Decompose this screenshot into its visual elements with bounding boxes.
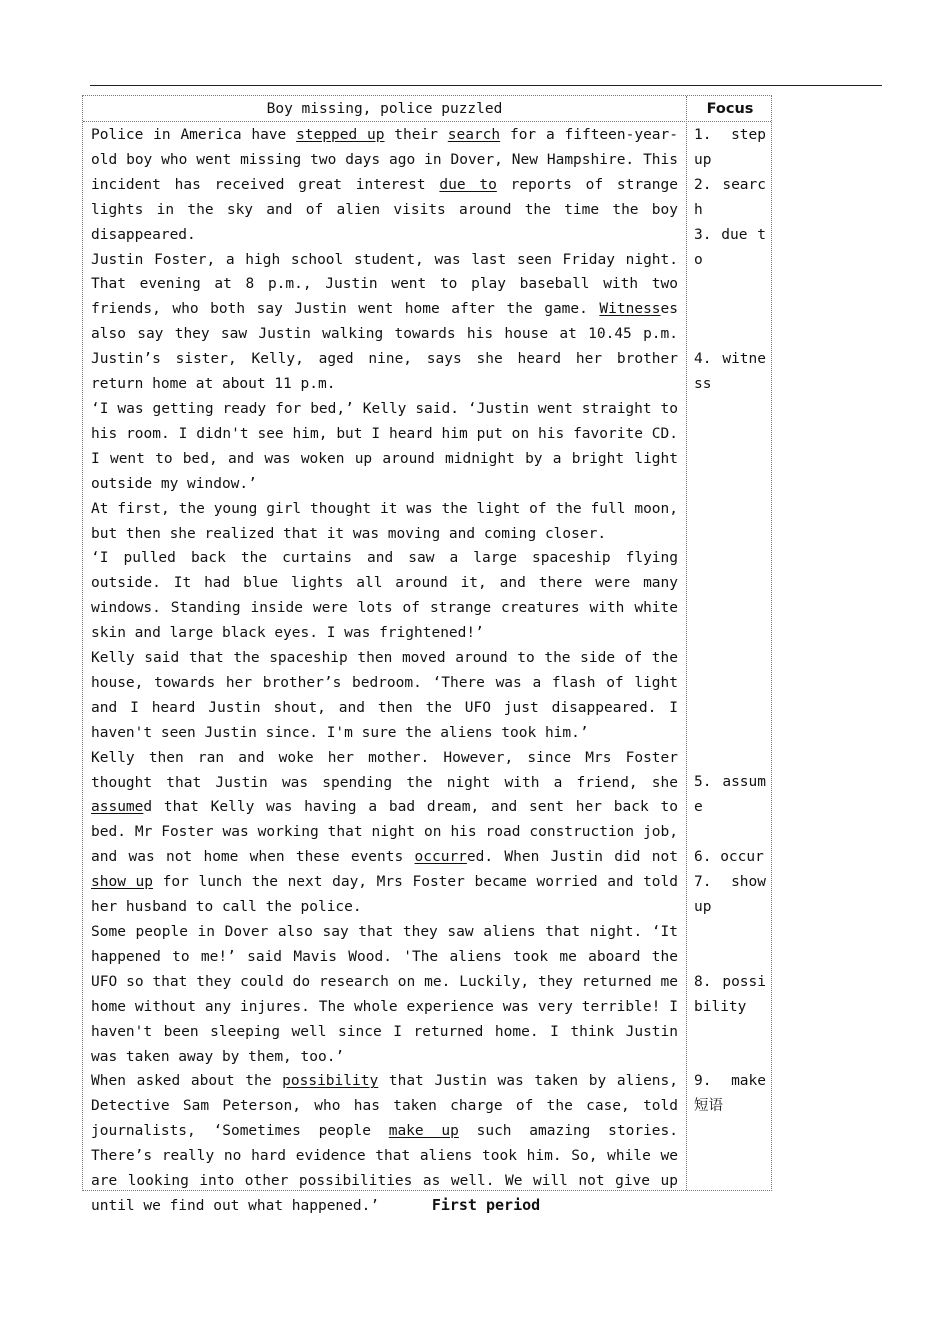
passage-paragraph xyxy=(91,646,678,746)
passage-paragraph xyxy=(91,397,678,497)
key-phrase: due to xyxy=(439,176,497,193)
text-run: es also say they saw Justin walking towards his house at 10.45 p.m. Justin’s sister, Kelly, aged nine, says she heard her brother return home at about 11 p.m. xyxy=(91,301,678,393)
passage-title: Boy missing, police puzzled xyxy=(266,101,503,117)
text-run: Kelly said that the spaceship then moved around to the side of the house, towards her brother’s bedroom. ‘There was a flash of light and I heard Justin shout, and then the UFO just disappeared. I haven't seen Justin since. I'm sure the aliens took him.’ xyxy=(91,650,678,741)
focus-item: 3. due to xyxy=(694,226,766,268)
focus-item: 4. witness xyxy=(694,351,766,392)
focus-item: 6. occur xyxy=(694,849,764,866)
text-run: Kelly then ran and woke her mother. However, since Mrs Foster thought that Justin was spending the night with a friend, she xyxy=(91,749,678,791)
text-run: At first, the young girl thought it was the light of the full moon, but then she realized that it was moving and coming closer. xyxy=(91,500,678,542)
passage-paragraph xyxy=(91,497,678,547)
text-run: ‘I was getting ready for bed,’ Kelly said. ‘Justin went straight to his room. I didn't see him, but I heard him put on his favorite CD. I went to bed, and was woken up around midnight by a bright light outside my window.’ xyxy=(91,400,678,492)
key-phrase: search xyxy=(447,127,501,143)
text-run: Justin Foster, a high school student, was last seen Friday night. That evening at 8 p.m., Justin went to play baseball with two friends, who both say Justin went home after the game. xyxy=(91,251,678,318)
text-run: such amazing stories. There’s really no hard evidence that aliens took him. So, while we are looking into other possibilities as well. We will not give up until we find out what happened.’ xyxy=(91,1123,679,1214)
text-run: Police in America have xyxy=(91,127,297,143)
key-phrase: stepped up xyxy=(296,127,385,143)
text-run: ed. When Justin did not xyxy=(466,849,678,866)
passage-paragraph xyxy=(91,248,678,397)
key-phrase: assume xyxy=(91,799,144,816)
text-run: When asked about the xyxy=(91,1073,283,1090)
passage-text xyxy=(91,123,678,1219)
key-phrase: make up xyxy=(388,1123,459,1140)
focus-item: 2. search xyxy=(694,176,766,218)
text-run: that Justin was taken by aliens, Detective Sam Peterson, who has taken charge of the case, told journalists, ‘Sometimes people xyxy=(91,1073,678,1140)
text-run: for lunch the next day, Mrs Foster became worried and told her husband to call the police. xyxy=(91,874,678,916)
passage-paragraph xyxy=(91,920,678,1069)
passage-paragraph xyxy=(91,546,678,646)
focus-item: 8. possibility xyxy=(694,973,766,1015)
focus-header: Focus xyxy=(706,101,754,117)
key-phrase: occurr xyxy=(414,849,467,866)
text-run: Some people in Dover also say that they saw aliens that night. ‘It happened to me!’ said Mavis Wood. 'The aliens took me aboard the UFO so that they could do research on me. Luckily, they returned me home without any injures. The whole experience was very terrible! I haven't been sleeping well since I returned home. I think Justin was taken away by them, too.’ xyxy=(91,924,678,1065)
text-run: d that Kelly was having a bad dream, and sent her back to bed. Mr Foster was working that night on his road construction job, and was not home when these events xyxy=(91,799,678,866)
key-phrase: possibility xyxy=(282,1073,379,1090)
period-label: First period xyxy=(431,1196,541,1214)
header-rule xyxy=(90,85,882,86)
focus-item: 7. show up xyxy=(694,874,766,915)
text-run: ‘I pulled back the curtains and saw a large spaceship flying outside. It had blue lights all around it, and there were many windows. Standing inside were lots of strange creatures with white skin and large black eyes. I was frightened!’ xyxy=(91,550,678,642)
text-run: reports of strange lights in the sky and of alien visits around the time the boy disappeared. xyxy=(91,176,678,243)
focus-item: 1. step up xyxy=(694,127,766,168)
key-phrase: Witness xyxy=(599,301,661,318)
text-run: their xyxy=(384,127,448,143)
focus-item: 9. make 短语 xyxy=(694,1073,766,1115)
text-run: for a fifteen-year-old boy who went missing two days ago in Dover, New Hampshire. This incident has received great interest xyxy=(91,127,678,193)
column-divider xyxy=(686,96,687,1190)
header-divider xyxy=(83,121,771,122)
passage-paragraph xyxy=(91,746,678,920)
focus-item: 5. assume xyxy=(694,774,766,816)
passage-paragraph xyxy=(91,123,678,248)
key-phrase: show up xyxy=(91,874,154,891)
